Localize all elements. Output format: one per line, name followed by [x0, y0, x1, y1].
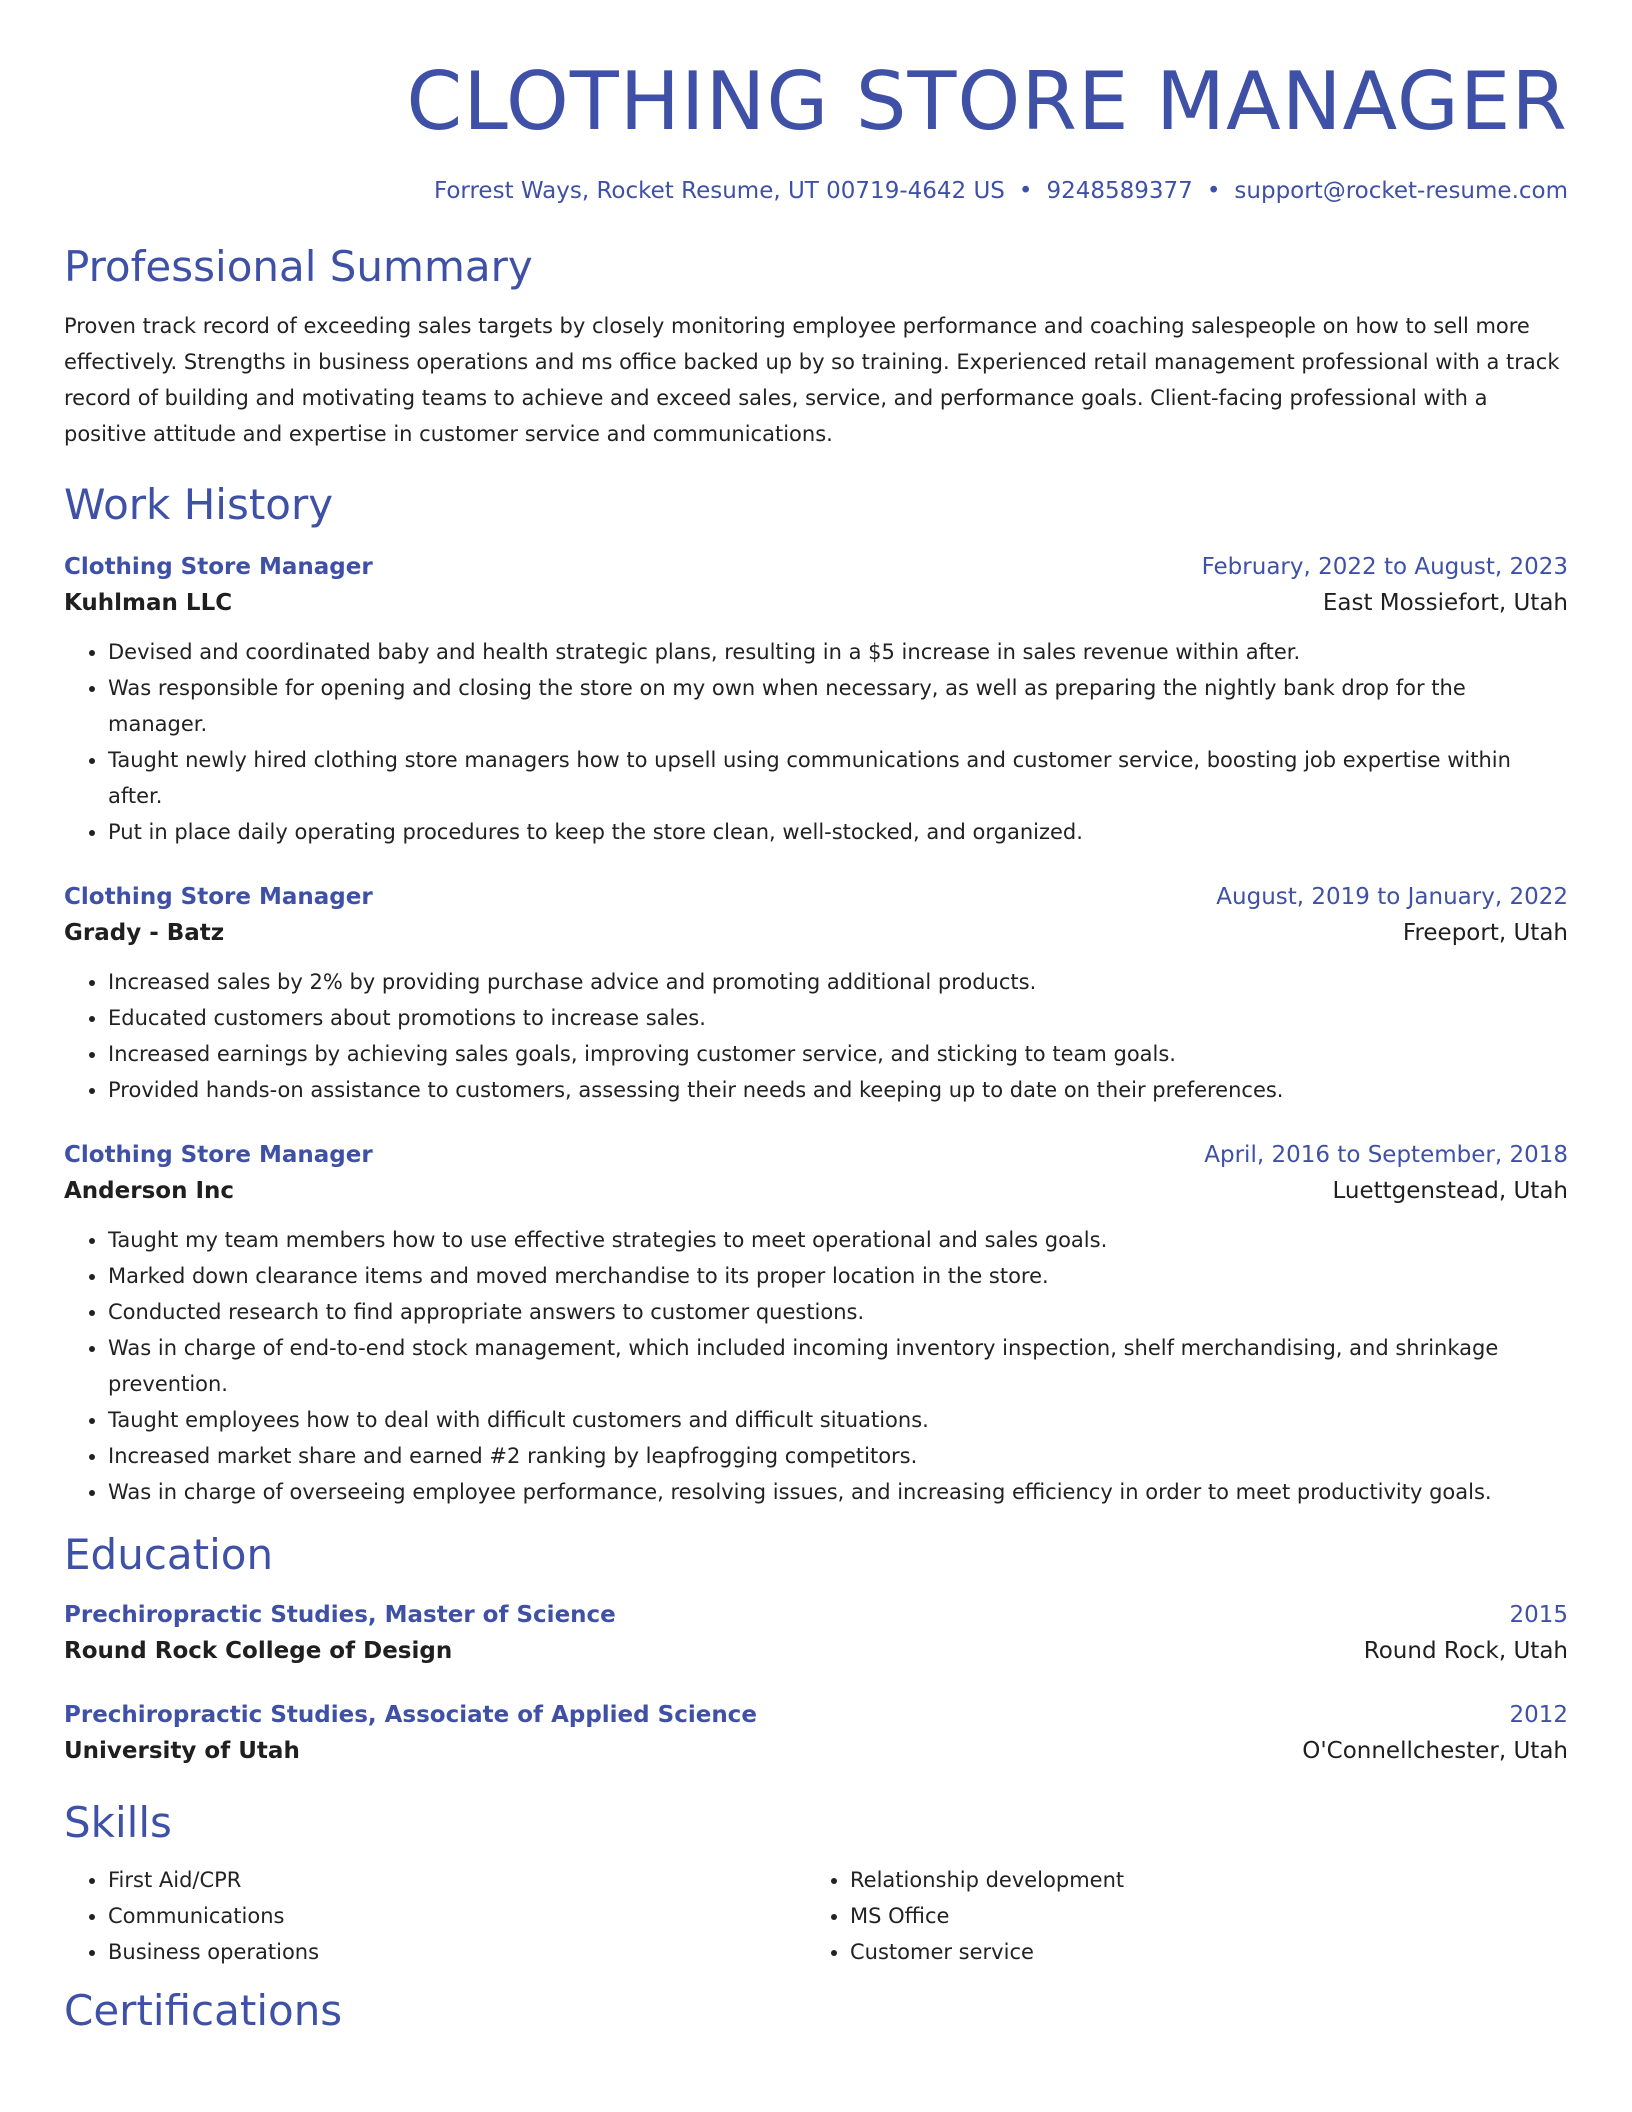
section-title-summary: Professional Summary — [64, 242, 533, 291]
job-company: Kuhlman LLC — [64, 590, 233, 616]
list-item: • Relationship development — [850, 1862, 1548, 1898]
contact-email: support@rocket-resume.com — [1234, 178, 1568, 204]
job-company: Grady - Batz — [64, 920, 225, 946]
work-entry — [64, 550, 1568, 850]
job-bullet-list — [64, 964, 1568, 1108]
school-name: Round Rock College of Design — [64, 1638, 453, 1664]
job-role: Clothing Store Manager — [64, 884, 373, 910]
job-dates: February, 2022 to August, 2023 — [1201, 554, 1568, 580]
skills-list-left — [64, 1862, 806, 1970]
skills-list-right — [806, 1862, 1548, 1970]
job-location: Freeport, Utah — [1402, 920, 1568, 946]
degree-name: Prechiropractic Studies, Master of Science — [64, 1602, 616, 1628]
list-item: • Educated customers about promotions to increase sales. — [108, 1000, 1568, 1036]
list-item: • Devised and coordinated baby and health strategic plans, resulting in a $5 increase in sales revenue within after. — [108, 634, 1568, 670]
list-item: • Taught newly hired clothing store managers how to upsell using communications and customer service, boosting job expertise within after. — [108, 742, 1568, 814]
list-item: • First Aid/CPR — [108, 1862, 806, 1898]
school-location: Round Rock, Utah — [1363, 1638, 1568, 1664]
list-item: • Increased earnings by achieving sales goals, improving customer service, and sticking to team goals. — [108, 1036, 1568, 1072]
contact-address: Forrest Ways, Rocket Resume, UT 00719-4642 US — [433, 178, 1005, 204]
list-item: • Increased market share and earned #2 ranking by leapfrogging competitors. — [108, 1438, 1568, 1474]
job-bullet-list — [64, 634, 1568, 850]
education-entry — [64, 1598, 1568, 1670]
section-title-skills: Skills — [64, 1798, 172, 1847]
work-entry — [64, 880, 1568, 1108]
job-role: Clothing Store Manager — [64, 1142, 373, 1168]
job-dates: August, 2019 to January, 2022 — [1216, 884, 1568, 910]
separator-dot: • — [1018, 178, 1033, 204]
degree-year: 2015 — [1509, 1602, 1568, 1628]
list-item: • Customer service — [850, 1934, 1548, 1970]
list-item: • Provided hands-on assistance to customers, assessing their needs and keeping up to date on their preferences. — [108, 1072, 1568, 1108]
job-bullet-list — [64, 1222, 1568, 1510]
job-location: East Mossiefort, Utah — [1322, 590, 1568, 616]
list-item: • Marked down clearance items and moved merchandise to its proper location in the store. — [108, 1258, 1568, 1294]
skills-grid — [64, 1862, 1568, 1970]
degree-name: Prechiropractic Studies, Associate of Applied Science — [64, 1702, 757, 1728]
list-item: • Business operations — [108, 1934, 806, 1970]
education-entry — [64, 1698, 1568, 1770]
job-role: Clothing Store Manager — [64, 554, 373, 580]
list-item: • Taught employees how to deal with difficult customers and difficult situations. — [108, 1402, 1568, 1438]
list-item: • Put in place daily operating procedures to keep the store clean, well-stocked, and organized. — [108, 814, 1568, 850]
list-item: • Communications — [108, 1898, 806, 1934]
list-item: • Increased sales by 2% by providing purchase advice and promoting additional products. — [108, 964, 1568, 1000]
job-company: Anderson Inc — [64, 1178, 235, 1204]
separator-dot: • — [1206, 178, 1221, 204]
work-entry — [64, 1138, 1568, 1510]
list-item: • Taught my team members how to use effective strategies to meet operational and sales goals. — [108, 1222, 1568, 1258]
job-dates: April, 2016 to September, 2018 — [1204, 1142, 1568, 1168]
contact-phone: 9248589377 — [1046, 178, 1193, 204]
list-item: • Conducted research to find appropriate answers to customer questions. — [108, 1294, 1568, 1330]
section-title-education: Education — [64, 1530, 274, 1579]
contact-line — [64, 176, 1568, 206]
section-title-work-history: Work History — [64, 480, 334, 529]
section-title-certifications: Certifications — [64, 1986, 343, 2035]
list-item: • Was in charge of end-to-end stock management, which included incoming inventory inspection, shelf merchandising, and shrinkage prevention. — [108, 1330, 1568, 1402]
resume-header — [64, 50, 1568, 206]
school-location: O'Connellchester, Utah — [1302, 1738, 1568, 1764]
list-item: • Was in charge of overseeing employee performance, resolving issues, and increasing efficiency in order to meet productivity goals. — [108, 1474, 1568, 1510]
list-item: • Was responsible for opening and closing the store on my own when necessary, as well as preparing the nightly bank drop for the manager. — [108, 670, 1568, 742]
job-location: Luettgenstead, Utah — [1332, 1178, 1568, 1204]
degree-year: 2012 — [1509, 1702, 1568, 1728]
school-name: University of Utah — [64, 1738, 300, 1764]
job-title-heading: CLOTHING STORE MANAGER — [406, 55, 1568, 148]
summary-text: Proven track record of exceeding sales targets by closely monitoring employee performance and coaching salespeople on how to sell more effectively. Strengths in business operations and ms office backed up by so training. Experienced retail management professional with a track record of building and motivating teams to achieve and exceed sales, service, and performance goals. Client-facing professional with a positive attitude and expertise in customer service and communications. — [64, 314, 1560, 446]
list-item: • MS Office — [850, 1898, 1548, 1934]
